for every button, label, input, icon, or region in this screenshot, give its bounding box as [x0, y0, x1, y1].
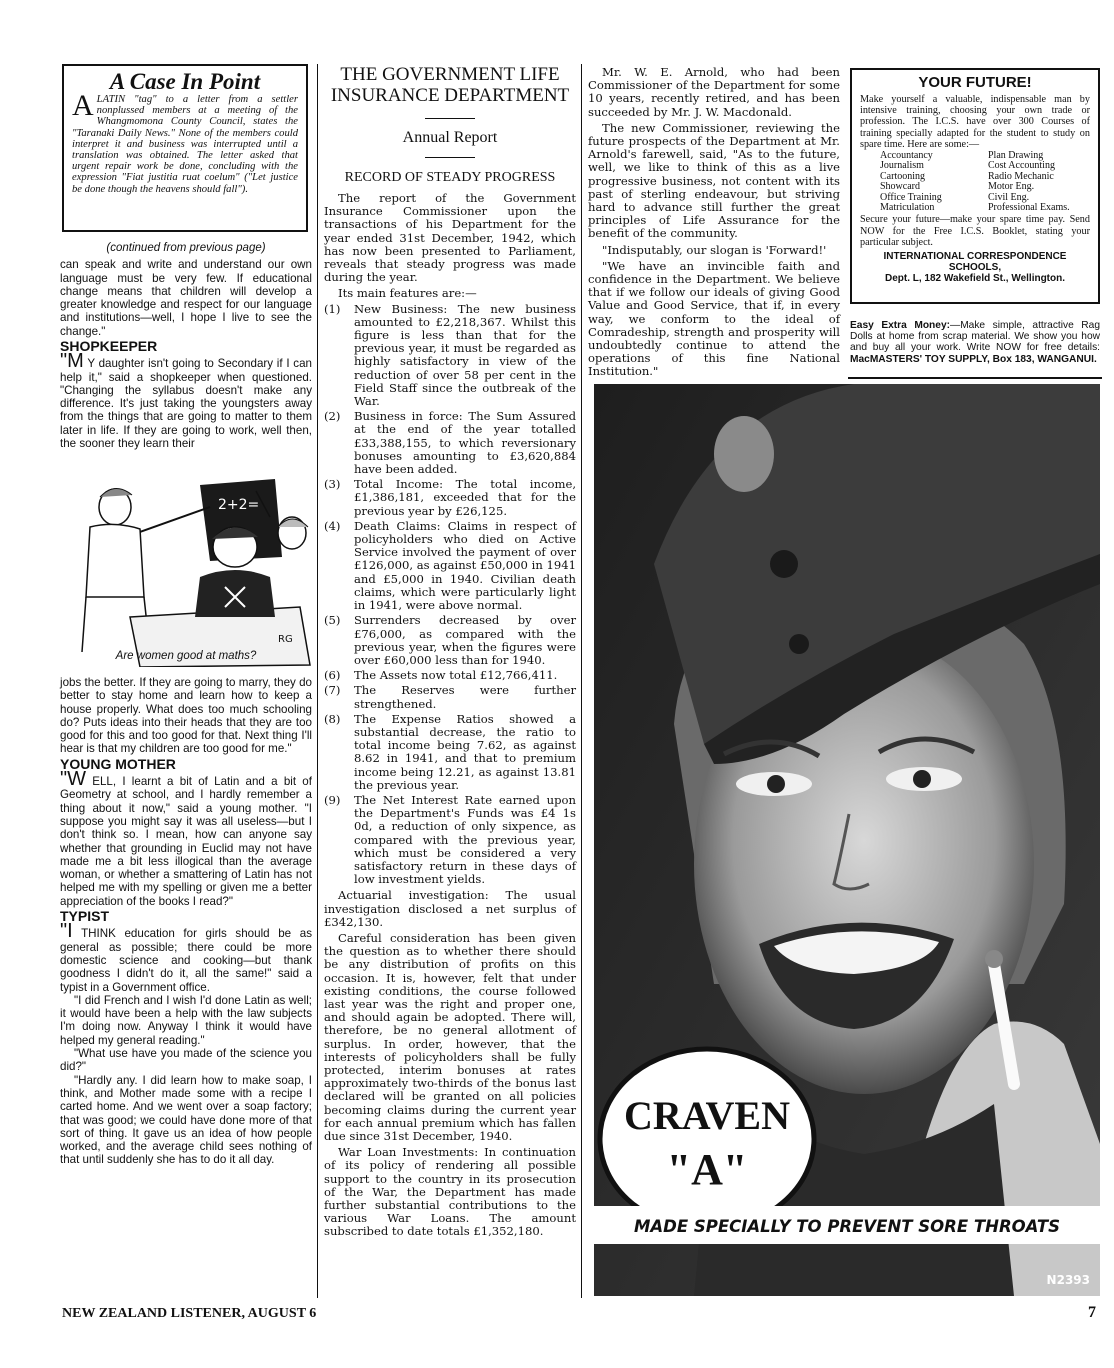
slogan-text: MADE SPECIALLY TO PREVENT SORE THROATS	[633, 1217, 1061, 1236]
svg-text:2+2=: 2+2=	[218, 497, 260, 513]
feature-text: The Reserves were further strengthened.	[354, 683, 576, 711]
intro-paragraph: can speak and write and understand our own language must be very few. If educational change means that children will develop a greater knowledge and respect for our language and institutions—well, I hope I live to see the change."	[60, 258, 312, 338]
feature-text: The Assets now total £12,766,411.	[354, 668, 558, 683]
typist-heading: TYPIST	[60, 908, 110, 925]
title-rule	[425, 118, 475, 119]
feature-number: (7)	[324, 683, 341, 698]
course-item: Showcard	[880, 181, 920, 193]
shopkeeper-heading: SHOPKEEPER	[60, 337, 158, 354]
column-1-lower	[60, 676, 312, 1167]
feature-item	[324, 684, 576, 710]
course-item: Office Training	[880, 191, 942, 203]
ics-title: YOUR FUTURE!	[918, 74, 1032, 91]
feature-number: (5)	[324, 613, 341, 628]
ad-code: N2393	[1046, 1273, 1090, 1287]
case-in-point-box	[62, 64, 308, 232]
ics-advertisement	[850, 68, 1100, 304]
footer-masthead: NEW ZEALAND LISTENER, AUGUST 6	[62, 1306, 317, 1321]
consideration-paragraph: Careful consideration has been given the question as to whether there should be any distribution of profits on this occasion. It is, however, felt that under existing conditions, the course followed last year was the right and proper one, and should again be adopted. There will, therefore, be no general allotment of surplus. In order, however, that the interests of policyholders shall be fully protected, interim bonuses at rates approximately two-thirds of the bonus last declared will be granted on all policies becoming claims during the current year for each annual premium which has fallen due since 31st December, 1940.	[324, 930, 576, 1144]
commissioner-paragraph: The new Commissioner, reviewing the future prospects of the Department at Mr. Arnold's farewell, said, "As to the future, well, we like to think of this as a live progressive business, not content with its past of sterling endeavour, but striving hard to advance still further the great principles of Life Assurance for the benefit of the community.	[588, 120, 840, 241]
course-item: Matriculation	[880, 202, 935, 214]
feature-text: New Business: The new business amounted to £2,218,367. Whilst this figure is less than that for the previous year, it must be regarded as highly satisfactory in view of the reduction of over 58 per cent in the Field Staff since the outbreak of the War.	[354, 301, 576, 409]
course-item: Cartooning	[880, 170, 925, 182]
case-box-title: A Case In Point	[109, 69, 261, 94]
actuarial-paragraph: Actuarial investigation: The usual investigation disclosed a net surplus of £342,130.	[324, 888, 576, 929]
report-intro: The report of the Government Insurance Commissioner upon the transactions of his Department for the year ended 31st December, 1942, which has now been presented to Parliament, reveals that steady progress was made during the year.	[324, 191, 576, 285]
craven-a-advertisement	[594, 384, 1100, 1296]
subtitle-rule	[425, 157, 475, 158]
course-item: Accountancy	[880, 150, 933, 162]
article-title: THE GOVERNMENT LIFE INSURANCE DEPARTMENT	[330, 64, 570, 106]
column-1	[60, 242, 312, 450]
feature-number: (9)	[324, 792, 341, 807]
feature-number: (4)	[324, 518, 341, 533]
feature-number: (2)	[324, 409, 341, 424]
young-mother-paragraph: "W ELL, I learnt a bit of Latin and a bit of Geometry at school, and I hardly remember a thing about it now," said a young mother. "I suppose you might say it was all useless—but I don't think so. I mean, how can anyone say whether that grounding in Euclid may not have made me a bit less illogical than the average woman, or whether a smattering of Latin has not helped me with my spelling or given me a better appreciation of the books I read?"	[60, 768, 312, 908]
feature-item	[324, 303, 576, 409]
course-item: Plan Drawing	[988, 150, 1044, 162]
ics-organization: INTERNATIONAL CORRESPONDENCE SCHOOLS,	[883, 251, 1067, 274]
feature-item	[324, 669, 576, 682]
toy-ad-company: MacMASTERS' TOY SUPPLY, Box 183, WANGANUI.	[850, 353, 1097, 365]
craven-a-illustration	[594, 384, 1100, 1296]
column-2	[324, 64, 576, 1239]
feature-item	[324, 713, 576, 792]
continued-note: (continued from previous page)	[106, 242, 266, 254]
features-list	[324, 303, 576, 887]
article-subtitle: Annual Report	[402, 129, 498, 146]
brand-letter: "A"	[666, 1145, 748, 1194]
feature-item	[324, 614, 576, 667]
course-item: Cost Accounting	[988, 160, 1055, 172]
typist-paragraph-4: "Hardly any. I did learn how to make soap, I think, and Mother made some with a recipe I carted home. And we went over a soap factory; that was good; we could have done more of that sort of thing. It gave us an idea of how people worked, and the average child sees nothing of that until suddenly she has to do it all day.	[60, 1073, 312, 1167]
column-divider-2	[581, 64, 582, 1298]
feature-number: (8)	[324, 711, 341, 726]
feature-text: The Net Interest Rate earned upon the Department's Funds was £4 1s 0d, a reduction of only sixpence, as compared with the previous year, which must be considered a very satisfactory return in these days of low investment yields.	[354, 792, 576, 887]
feature-item	[324, 410, 576, 476]
course-item: Radio Mechanic	[988, 170, 1054, 182]
feature-number: (1)	[324, 301, 341, 316]
feature-number: (3)	[324, 477, 341, 492]
typist-paragraph-2: "I did French and I wish I'd done Latin as well; it would have been a help with the law subjects I'm doing now. Anyway I think it would have helped my general reading."	[60, 993, 312, 1047]
feature-item	[324, 520, 576, 612]
typist-paragraph: "I THINK education for girls should be as general as possible; there could be more domestic science and cooking—but thank goodness I didn't do it, all the same!" said a typist in a Government office.	[60, 920, 312, 994]
ics-address: Dept. L, 182 Wakefield St., Wellington.	[884, 273, 1066, 285]
toy-ad-lead: Easy Extra Money:	[850, 320, 950, 331]
toy-ad-text: —Make simple, attractive Rag Dolls at home from scrap material. We show you how and buy all your work. Write NOW for free details:	[850, 320, 1100, 354]
cartoon-signature: RG	[278, 634, 293, 645]
case-box-text: ALATIN "tag" to a letter from a settler nonplussed members at a meeting of the Whangmomona County Council, states the "Taranaki Daily News." None of the members could interpret it and business was interrupted until a translation was obtained. The letter asked that urgent repair work be done, concluding with the expression "Fiat justitia ruat coelum" ("Let justice be done though the heavens should fall").	[72, 89, 298, 195]
cartoon	[60, 477, 312, 667]
course-item: Professional Exams.	[988, 202, 1070, 214]
course-item: Journalism	[880, 160, 924, 172]
war-loan-paragraph: War Loan Investments: In continuation of its policy of rendering all possible support to the country in its prosecution of the War, the Department has made further substantial contributions to the various War Loans. The amount subscribed to date totals £1,352,180.	[324, 1145, 576, 1239]
feature-item	[324, 794, 576, 886]
cartoon-illustration	[60, 477, 312, 667]
feature-text: Surrenders decreased by over £76,000, as compared with the previous year, when the figures were over £60,000 less than for 1940.	[354, 613, 576, 667]
feature-number: (6)	[324, 668, 341, 683]
course-item: Civil Eng.	[988, 191, 1030, 203]
typist-paragraph-3: "What use have you made of the science you did?"	[60, 1047, 312, 1074]
feature-text: Death Claims: Claims in respect of policyholders who died on Active Service involved the payment of over £126,000, as against £50,000 in 1941 and £5,000 in 1940. Civilian death claims, which were particularly light in 1941, were above normal.	[354, 518, 576, 613]
shopkeeper-paragraph: "M Y daughter isn't going to Secondary if I can help it," said a shopkeeper when questioned. "Changing the syllabus doesn't make any difference. It's just taking the youngsters away from the things that are going to matter to them later in life. If they are going to work, well then, the sooner they learn their	[60, 350, 312, 451]
feature-item	[324, 478, 576, 518]
ics-closing: Secure your future—make your spare time pay. Send NOW for the Free I.C.S. Booklet, stating your particular subject.	[860, 214, 1090, 248]
column-3	[588, 66, 840, 379]
slogan-paragraph: "Indisputably, our slogan is 'Forward!'	[602, 242, 827, 257]
column-divider	[317, 64, 318, 1298]
case-box-dropcap: A	[72, 89, 94, 122]
page-number: 7	[1088, 1304, 1096, 1321]
article-heading: RECORD OF STEADY PROGRESS	[344, 170, 556, 185]
ad-separator	[848, 377, 1102, 379]
shopkeeper-continued: jobs the better. If they are going to marry, they do better to stay home and learn how to keep a house properly. What does too much schooling do? Puts ideas into their heads that they are too good for this and too good for that. Next thing I'll hear is that my children are too good for me."	[60, 676, 312, 756]
course-item: Motor Eng.	[988, 181, 1035, 193]
cartoon-caption: Are women good at maths?	[115, 650, 257, 662]
toy-supply-ad	[850, 320, 1100, 365]
faith-paragraph: "We have an invincible faith and confidence in the Department. We believe that if we follow our ideals of giving Good Value and Good Service, that if, in every way, we conform to the ideal of Comradeship, strength and prosperity will undoubtedly continue to attend the operations of this fine National Institution."	[588, 258, 840, 379]
brand-name: CRAVEN	[624, 1093, 790, 1138]
ics-courses	[860, 151, 1090, 213]
ics-text: Make yourself a valuable, indispensable man by intensive training, choosing your own trade or profession. The I.C.S. have over 300 Courses of training specially adapted for the student to study on spare time. Here are some:—	[860, 94, 1090, 150]
young-mother-heading: YOUNG MOTHER	[60, 755, 176, 772]
feature-text: Total Income: The total income, £1,386,181, exceeded that for the previous year by £26,125.	[354, 477, 576, 518]
feature-text: The Expense Ratios showed a substantial decrease, the ratio to total income being 7.62, as against 8.62 in 1941, and that to premium income being 12.21, as against 13.81 the previous year.	[354, 711, 576, 792]
arnold-paragraph: Mr. W. E. Arnold, who had been Commissioner of the Department for some 10 years, recently retired, and has been succeeded by Mr. J. W. Macdonald.	[588, 65, 840, 119]
feature-text: Business in force: The Sum Assured at the end of the year totalled £33,388,155, to which reversionary bonuses amounting to £3,620,884 have been added.	[354, 409, 576, 477]
features-lead: Its main features are:—	[338, 286, 477, 301]
